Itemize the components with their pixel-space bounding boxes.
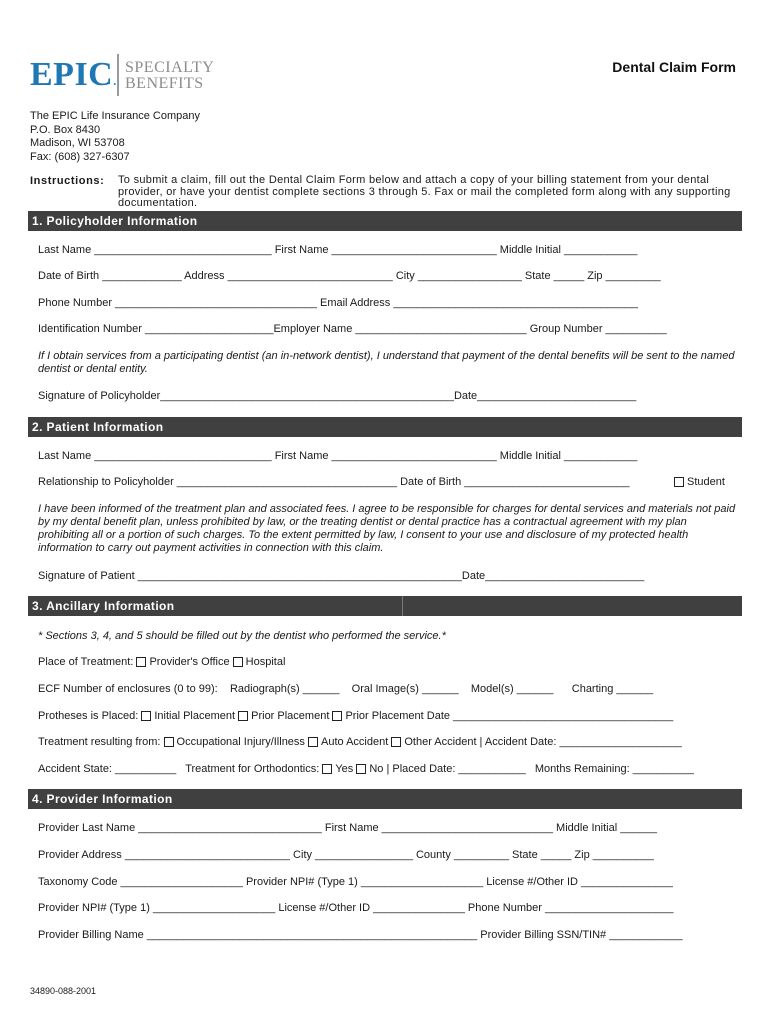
policyholder-signature-row[interactable]: Signature of Policyholder________________________________________________Date__________________________	[38, 390, 637, 402]
prior-placement-checkbox[interactable]	[238, 711, 248, 721]
policyholder-note: If I obtain services from a participating dentist (an in-network dentist), I understand that payment of the dental benefits will be sent to the named dentist or dental entity.	[38, 350, 735, 375]
treatment-resulting-label: Treatment resulting from:	[38, 736, 161, 748]
section3-note: * Sections 3, 4, and 5 should be filled out by the dentist who performed the service.*	[38, 630, 446, 642]
treatment-resulting-row	[38, 736, 738, 749]
ortho-yes-label: Yes	[335, 763, 354, 775]
providers-office-checkbox[interactable]	[136, 657, 146, 667]
section3-header-divider	[402, 596, 403, 616]
logo-line1: SPECIALTY	[125, 59, 215, 76]
logo-brand: EPIC	[30, 56, 114, 93]
patient-consent-note: I have been informed of the treatment plan and associated fees. I agree to be responsible for charges for dental services and materials not paid by my dental benefit plan, unless prohibited by law, or the treating dentist or dental practice has a contractual agreement with my plan prohibiting all or a portion of such charges. To the extent permitted by law, I consent to your use and disclosure of my protected health information to carry out payment activities in connection with this claim.	[38, 503, 736, 554]
accident-date-field[interactable]: Other Accident | Accident Date: ____________________	[404, 736, 682, 748]
hospital-checkbox[interactable]	[233, 657, 243, 667]
logo-tm: .	[113, 74, 117, 88]
form-title: Dental Claim Form	[612, 59, 736, 75]
prostheses-label: Protheses is Placed:	[38, 710, 139, 722]
prostheses-row	[38, 710, 738, 723]
ortho-placed-months-field[interactable]: No | Placed Date: ___________ Months Remaining: __________	[369, 763, 694, 775]
form-code: 34890-088-2001	[30, 986, 97, 996]
prior-placement-label: Prior Placement	[251, 710, 330, 722]
patient-relationship-row[interactable]	[38, 476, 738, 489]
section4-header: 4. Provider Information	[28, 789, 742, 809]
patient-signature-row[interactable]: Signature of Patient _____________________________________________________Date__________________________	[38, 570, 645, 582]
policyholder-phone-email-row[interactable]: Phone Number _________________________________ Email Address ________________________________________	[38, 297, 639, 309]
accident-state-field[interactable]: Accident State: __________ Treatment for Orthodontics:	[38, 763, 320, 775]
auto-accident-checkbox[interactable]	[308, 737, 318, 747]
hospital-label: Hospital	[245, 656, 286, 668]
initial-placement-checkbox[interactable]	[141, 711, 151, 721]
ortho-no-checkbox[interactable]	[356, 764, 366, 774]
occupational-injury-label: Occupational Injury/Illness	[176, 736, 305, 748]
logo-line2: BENEFITS	[125, 75, 204, 92]
patient-relationship-text: Relationship to Policyholder ____________________________________ Date of Birth ___________________________	[38, 476, 630, 488]
student-checkbox[interactable]	[674, 477, 684, 487]
provider-taxonomy-row[interactable]: Taxonomy Code ____________________ Provider NPI# (Type 1) ____________________ License #/Other ID _______________	[38, 876, 673, 888]
company-address	[30, 110, 200, 164]
policyholder-name-row[interactable]: Last Name _____________________________ First Name ___________________________ Middle Initial ____________	[38, 244, 638, 256]
other-accident-checkbox[interactable]	[391, 737, 401, 747]
provider-billing-row[interactable]: Provider Billing Name ______________________________________________________ Provider Billing SSN/TIN# ____________	[38, 929, 683, 941]
student-label: Student	[687, 476, 725, 488]
section2-header: 2. Patient Information	[28, 417, 742, 437]
provider-npi-phone-row[interactable]: Provider NPI# (Type 1) ____________________ License #/Other ID _______________ Phone Number _____________________	[38, 902, 674, 914]
logo-divider	[117, 54, 119, 96]
company-name: The EPIC Life Insurance Company	[30, 110, 200, 122]
ecf-enclosures-row[interactable]: ECF Number of enclosures (0 to 99): Radiograph(s) ______ Oral Image(s) ______ Model(s) ______ Charting ______	[38, 683, 654, 695]
occupational-injury-checkbox[interactable]	[164, 737, 174, 747]
company-po-box: P.O. Box 8430	[30, 123, 101, 136]
patient-name-row[interactable]: Last Name _____________________________ First Name ___________________________ Middle Initial ____________	[38, 450, 638, 462]
prior-placement-date-field[interactable]: Prior Placement Date ____________________________________	[345, 710, 674, 722]
place-of-treatment-row	[38, 656, 738, 669]
instructions-label: Instructions:	[30, 175, 105, 187]
place-of-treatment-label: Place of Treatment:	[38, 656, 134, 668]
policyholder-id-employer-row[interactable]: Identification Number _____________________Employer Name ____________________________ Group Number __________	[38, 323, 667, 335]
provider-name-row[interactable]: Provider Last Name ______________________________ First Name ____________________________ Middle Initial ______	[38, 822, 657, 834]
company-city: Madison, WI 53708	[30, 137, 125, 149]
policyholder-dob-address-row[interactable]: Date of Birth _____________ Address ___________________________ City _________________ State _____ Zip _________	[38, 270, 661, 282]
section3-header: 3. Ancillary Information	[28, 596, 742, 616]
instructions-text: To submit a claim, fill out the Dental Claim Form below and attach a copy of your billing statement from your dental provider, or have your dentist complete sections 3 through 5. Fax or mail the completed form along with any supporting documentation.	[118, 174, 731, 209]
auto-accident-label: Auto Accident	[321, 736, 389, 748]
section1-header: 1. Policyholder Information	[28, 211, 742, 231]
logo-specialty-benefits	[125, 60, 214, 92]
accident-state-ortho-row	[38, 763, 738, 776]
prior-placement-date-checkbox[interactable]	[332, 711, 342, 721]
providers-office-label: Provider's Office	[149, 656, 230, 668]
epic-logo	[30, 58, 117, 98]
provider-address-row[interactable]: Provider Address ___________________________ City ________________ County _________ State _____ Zip __________	[38, 849, 654, 861]
ortho-yes-checkbox[interactable]	[322, 764, 332, 774]
company-fax: Fax: (608) 327-6307	[30, 150, 130, 163]
student-option[interactable]	[674, 476, 725, 489]
initial-placement-label: Initial Placement	[154, 710, 236, 722]
